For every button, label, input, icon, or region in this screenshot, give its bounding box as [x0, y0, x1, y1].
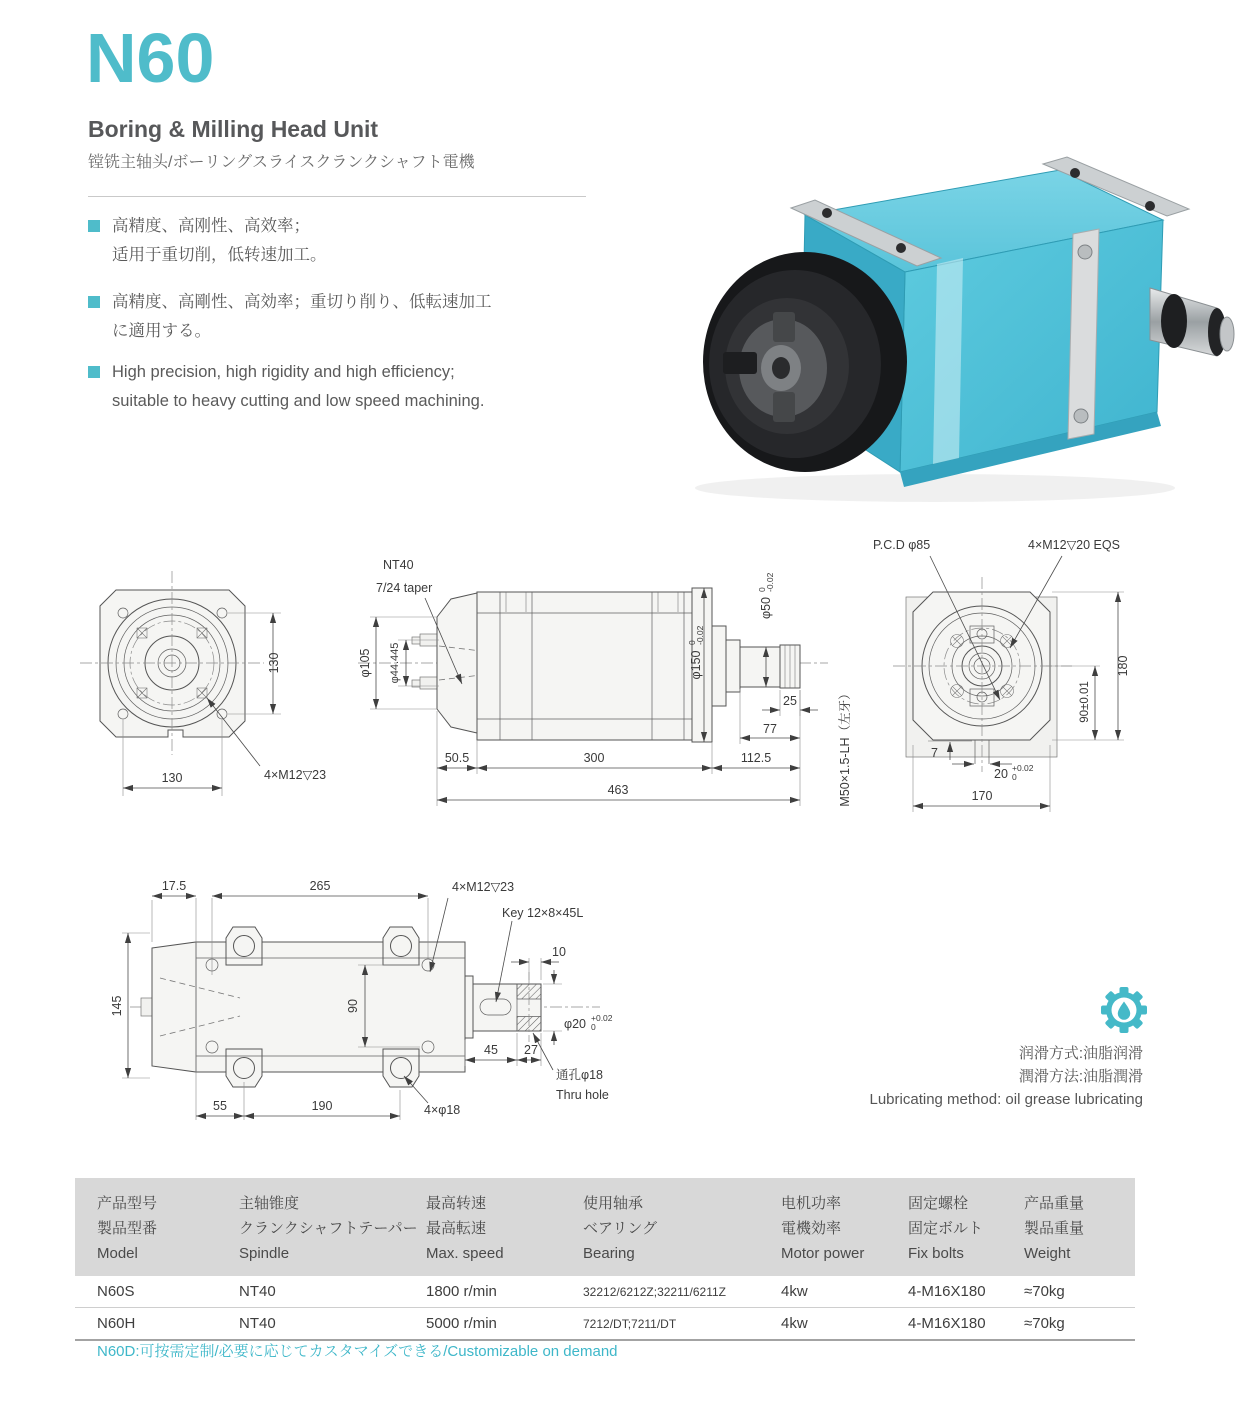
- spec-table: [75, 1178, 1135, 1341]
- bullet-square-icon: [88, 296, 100, 308]
- side-dim-25: 25: [783, 694, 797, 708]
- lubrication-line-jp: 潤滑方法:油脂潤滑: [1018, 1068, 1143, 1085]
- gear-drop-icon: [1100, 986, 1148, 1034]
- side-dia-50-tol-upper: 0: [757, 587, 767, 592]
- feature-line: 适用于重切削，低转速加工。: [112, 246, 327, 264]
- cell-max-speed: 5000 r/min: [426, 1315, 497, 1332]
- side-dia-50-tol-lower: -0.02: [765, 572, 775, 592]
- top-holes-label: 4×φ18: [424, 1103, 461, 1117]
- rear-dim-90: 90±0.01: [1079, 681, 1091, 723]
- feature-item-en: [88, 358, 484, 416]
- customization-note: N60D:可按需定制/必要に応じてカスタマイズできる/Customizable on demand: [97, 1343, 618, 1360]
- cell-motor-power: 4kw: [781, 1283, 808, 1300]
- lubrication-line-en: Lubricating method: oil grease lubricating: [869, 1091, 1143, 1108]
- cell-motor-power: 4kw: [781, 1315, 808, 1332]
- side-dia-105: φ105: [358, 648, 372, 678]
- table-row: [75, 1308, 1135, 1341]
- col-header-max-speed: 最高转速 最高転速 Max. speed: [426, 1195, 504, 1262]
- product-title-en: Boring & Milling Head Unit: [88, 116, 379, 142]
- feature-item-cn: [88, 212, 327, 270]
- side-view-drawing: [358, 558, 852, 807]
- rear-dim-170: 170: [971, 789, 993, 803]
- table-row: [75, 1276, 1135, 1308]
- side-dia-150-tol-upper: 0: [687, 640, 697, 645]
- top-thru-label-cn: 通孔φ18: [556, 1068, 604, 1082]
- col-header-spindle: 主轴锥度 クランクシャフトテーパー Spindle: [239, 1195, 418, 1262]
- rear-dim-20-tol-lower: 0: [1012, 772, 1017, 782]
- feature-item-jp: [88, 288, 492, 346]
- side-dia-44: φ44.445: [389, 642, 401, 684]
- side-taper-label-1: NT40: [383, 558, 414, 572]
- side-dim-77: 77: [763, 722, 777, 736]
- product-photo: [605, 140, 1240, 505]
- top-dia-20: φ20: [564, 1017, 587, 1031]
- side-dim-112-5: 112.5: [740, 751, 772, 765]
- top-dia-20-tol-lower: 0: [591, 1022, 596, 1032]
- lubrication-line-cn: 润滑方式:油脂润滑: [1018, 1045, 1143, 1062]
- top-dim-90: 90: [346, 999, 360, 1013]
- col-header-motor-power: 电机功率 電機効率 Motor power: [781, 1195, 865, 1262]
- rear-view-drawing: [873, 538, 1130, 812]
- top-dim-10: 10: [552, 945, 566, 959]
- top-dim-190: 190: [311, 1099, 333, 1113]
- bullet-square-icon: [88, 220, 100, 232]
- feature-line: に適用する。: [112, 322, 211, 340]
- top-dim-145: 145: [110, 995, 124, 1017]
- feature-line: High precision, high rigidity and high efficiency;: [112, 363, 455, 381]
- rear-dim-180: 180: [1116, 655, 1130, 677]
- cell-bearing: 7212/DT;7211/DT: [583, 1316, 677, 1331]
- lubrication-info: [870, 1042, 1144, 1111]
- bullet-square-icon: [88, 366, 100, 378]
- spec-table-header: [75, 1178, 1135, 1276]
- cell-weight: ≈70kg: [1024, 1283, 1065, 1300]
- side-dim-50-5: 50.5: [444, 751, 470, 765]
- rear-dim-7: 7: [931, 746, 938, 760]
- feature-line: suitable to heavy cutting and low speed machining.: [112, 392, 485, 410]
- top-bolt-label: 4×M12▽23: [452, 880, 515, 894]
- rear-dim-20: 20: [994, 767, 1008, 781]
- front-view-drawing: [80, 571, 326, 796]
- page-title: N60: [86, 19, 215, 97]
- cell-weight: ≈70kg: [1024, 1315, 1065, 1332]
- side-dim-300: 300: [583, 751, 605, 765]
- rear-dim-20-tol-upper: +0.02: [1012, 763, 1034, 773]
- cell-spindle: NT40: [239, 1315, 276, 1332]
- cell-max-speed: 1800 r/min: [426, 1283, 497, 1300]
- col-header-bearing: 使用轴承 ベアリング Bearing: [583, 1195, 658, 1262]
- side-taper-label-2: 7/24 taper: [376, 581, 433, 595]
- cell-bearing: 32212/6212Z;32211/6211Z: [583, 1284, 727, 1299]
- top-key-label: Key 12×8×45L: [502, 906, 584, 920]
- col-header-weight: 产品重量 製品重量 Weight: [1024, 1195, 1085, 1262]
- front-bolt-label: 4×M12▽23: [264, 768, 327, 782]
- header-divider: [88, 196, 586, 197]
- rear-pcd-label: P.C.D φ85: [873, 538, 931, 552]
- top-dim-265: 265: [309, 879, 331, 893]
- col-header-model: 产品型号 製品型番 Model: [97, 1195, 158, 1262]
- top-view-drawing: [110, 879, 613, 1120]
- top-dim-55: 55: [213, 1099, 227, 1113]
- top-dim-17-5: 17.5: [161, 879, 187, 893]
- front-dim-height: 130: [267, 652, 281, 674]
- front-dim-width: 130: [161, 771, 183, 785]
- product-title-cjk: 镗铣主轴头/ボーリングスライスクランクシャフト電機: [88, 154, 475, 171]
- cell-spindle: NT40: [239, 1283, 276, 1300]
- top-dim-27: 27: [524, 1043, 538, 1057]
- cell-fix-bolts: 4-M16X180: [908, 1315, 986, 1332]
- side-dia-150-tol-lower: -0.02: [695, 625, 705, 645]
- side-dim-463: 463: [607, 783, 629, 797]
- top-dia-20-tol-upper: +0.02: [591, 1013, 613, 1023]
- cell-model: N60H: [97, 1315, 136, 1332]
- cell-model: N60S: [97, 1283, 135, 1300]
- side-dia-50: φ50: [759, 596, 773, 620]
- rear-bolt-label: 4×M12▽20 EQS: [1028, 538, 1120, 552]
- product-shaft: [1150, 288, 1234, 356]
- top-thru-label-en: Thru hole: [556, 1088, 609, 1102]
- cell-fix-bolts: 4-M16X180: [908, 1283, 986, 1300]
- side-thread-label: M50×1.5-LH（左牙）: [838, 687, 852, 807]
- feature-line: 高精度、高剛性、高効率；重切り削り、低転速加工: [112, 293, 492, 311]
- side-dia-150: φ150: [689, 650, 703, 680]
- feature-line: 高精度、高刚性、高效率；: [112, 217, 310, 235]
- top-dim-45: 45: [484, 1043, 498, 1057]
- product-chuck: [703, 252, 907, 472]
- col-header-fix-bolts: 固定螺栓 固定ボルト Fix bolts: [908, 1195, 984, 1262]
